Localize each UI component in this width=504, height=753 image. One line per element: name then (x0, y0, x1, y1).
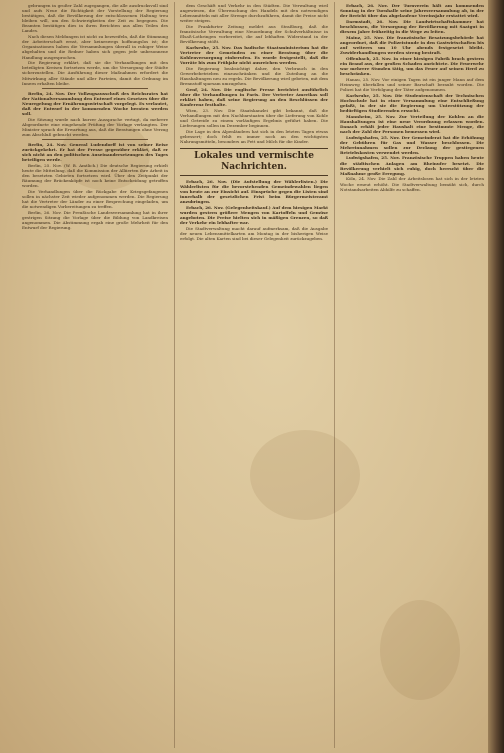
article-paragraph: Ludwigshafen, 25. Nov. Französische Truppen haben heute die städtischen Anlagen am Rheinufer besetzt. Die Bevölkerung verhielt sich ruhig, doch herrscht über die Maßnahme große Erregung. (340, 155, 484, 176)
article-paragraph: Karlsruhe, 25. Nov. Das badische Staatsministerium hat die Vertreter der Gemeinden zu einer Beratung über die Kohlenversorgung einberufen. Es wurde festgestellt, daß die Vorräte bis zum Frühjahr nicht ausreichen werden. (180, 44, 328, 66)
column-1 (22, 3, 168, 747)
divider (42, 139, 148, 140)
section-heading: Lokales und vermischte Nachrichten. (180, 148, 328, 176)
column-rule (174, 2, 175, 748)
column-rule (334, 2, 335, 748)
article-paragraph: Nach diesen Meldungen ist nicht zu bezweifeln, daß die Stimmung der Arbeiterschaft ernst, aber keineswegs hoffnungslos ist; die Organisationen haben die Versammlungen überall in ruhiger Weise abgehalten und die Redner haben sich gegen jede unbesonnene Handlung ausgesprochen. (22, 34, 168, 60)
article-paragraph: Erbach, 26. Nov. (Gelegenheitskauf.) Auf dem hiesigen Markt wurden gestern größere Mengen von Kartoffeln und Gemüse angeboten. Die Preise hielten sich in mäßigen Grenzen, so daß der Verkehr ein lebhafter war. (180, 205, 328, 226)
article-paragraph: gebrungen in großer Zahl zugegangen, die alle ausdrucksvoll sind und aufs Neue die Richtigkeit der Vorstellung der Regierung bestätigen, daß die Bevölkerung der entschlossenen Haltung treu bleiben will, um den Schwierigkeiten der Zeit zu begegnen. Die Beamten bestätigen dies in ihren Berichten aus allen Teilen des Landes. (22, 3, 168, 34)
article-paragraph: Die Verhandlungen über die Rückgabe der Kriegsgefangenen sollen in nächster Zeit wieder aufgenommen werden. Die Regierung hat die Vertreter der Länder zu einer Besprechung eingeladen, um die notwendigen Vorbereitungen zu treffen. (22, 189, 168, 210)
article-paragraph: Offenbach, 25. Nov. In einer hiesigen Fabrik brach gestern ein Brand aus, der großen Schaden anrichtete. Die Feuerwehr war mehrere Stunden tätig, um das Feuer auf seinen Herd zu beschränken. (340, 55, 484, 76)
article-paragraph: Die Sitzung wurde nach kurzer Aussprache vertagt, da mehrere Abgeordnete eine eingehende Prüfung der Vorlage verlangten. Der Minister sprach die Erwartung aus, daß die Beratungen ohne Verzug zum Abschluß gebracht werden. (22, 116, 168, 138)
article-paragraph: Die Frankfurter Zeitung meldet aus Straßburg, daß die französische Verwaltung eine Neuordnung der Schulverhältnisse in Elsaß-Lothringen vorbereitet, die auf lebhaften Widerstand in der Bevölkerung stößt. (180, 23, 328, 45)
article-paragraph: Die Regierung beabsichtigt daher, den Verbrauch in den Gewerbebetrieben einzuschränken und die Zuteilung an die Haushaltungen neu zu regeln. Die Bevölkerung wird gebeten, mit dem Brennstoff sparsam umzugehen. (180, 65, 328, 87)
article-paragraph: Ludwigshafen, 25. Nov. Der Gemeinderat hat die Erhöhung der Gebühren für Gas und Wasser beschlossen. Die Mehreinnahmen sollen zur Deckung der gestiegenen Betriebskosten verwendet werden. (340, 134, 484, 155)
article-paragraph: Hanau, 25. Nov. Vor einigen Tagen ist ein junger Mann auf dem Heimweg überfallen und seiner Barschaft beraubt worden. Die Polizei hat die Verfolgung der Täter aufgenommen. (340, 76, 484, 92)
article-paragraph: dem Geschäft und Verkehr in den Städten. Die Verwaltung wird angewiesen, die Überwachung des Handels mit den notwendigen Lebensmitteln mit aller Strenge durchzuführen, damit die Preise nicht weiter steigen. (180, 3, 328, 24)
article-paragraph: Berlin, 24. Nov. General Ludendorff ist von seiner Reise zurückgekehrt. Er hat der Presse gegenüber erklärt, daß er sich nicht an den politischen Auseinandersetzungen des Tages beteiligen werde. (22, 142, 168, 163)
article-paragraph: Erbach, 26. Nov. Der Turnverein hält am kommenden Sonntag in der Turnhalle seine Jahresversammlung ab, in der der Bericht über das abgelaufene Vereinsjahr erstattet wird. (340, 3, 484, 19)
binding-edge (488, 0, 504, 753)
article-paragraph: Karlsruhe, 25. Nov. Die Studentenschaft der Technischen Hochschule hat in einer Versammlung eine Entschließung gefaßt, in der sie die Regierung um Unterstützung der bedürftigen Studierenden ersucht. (340, 92, 484, 113)
article-paragraph: Wien, 23. Nov. Die Staatskanzlei gibt bekannt, daß die Verhandlungen mit den Nachbarstaaten über die Lieferung von Kohle und Getreide zu einem vorläufigen Ergebnis geführt haben. Die Lieferungen sollen im Dezember beginnen. (180, 107, 328, 129)
article-paragraph: Die Lage in den Alpenländern hat sich in den letzten Tagen etwas gebessert; doch fehlt es immer noch an den wichtigsten Nahrungsmitteln, besonders an Fett und Milch für die Kinder. (180, 128, 328, 144)
article-paragraph: Berlin, 25. Nov. (W. B. Amtlich.) Die deutsche Regierung erhielt heute die Mitteilung, daß die Kommission der Alliierten ihre Arbeit in den besetzten Gebieten fortsetzen wird. Über den Zeitpunkt der Räumung der Brückenköpfe ist noch keine Entscheidung getroffen worden. (22, 163, 168, 189)
article-paragraph: Die Stadtverwaltung macht darauf aufmerksam, daß die Ausgabe der neuen Lebensmittelkarten am Montag in der bisherigen Weise erfolgt. Die alten Karten sind bei dieser Gelegenheit zurückzugeben. (180, 226, 328, 242)
column-2 (180, 3, 328, 747)
article-paragraph: Genf, 24. Nov. Die englische Presse berichtet ausführlich über die Verhandlungen in Paris. Der Vertreter Amerikas soll erklärt haben, daß seine Regierung an den Beschlüssen der Konferenz festhalte. (180, 86, 328, 108)
article-paragraph: Erbach, 26. Nov. (Die Aufstellung der Wählerlisten.) Die Wählerlisten für die bevorstehenden Gemeindewahlen liegen von heute an zur Einsicht auf. Einsprüche gegen die Listen sind innerhalb der gesetzlichen Frist beim Bürgermeisteramt anzubringen. (180, 179, 328, 205)
article-paragraph: Köln, 24. Nov. Die Zahl der Arbeitslosen hat sich in der letzten Woche erneut erhöht. Die Stadtverwaltung bemüht sich, durch Notstandsarbeiten Abhilfe zu schaffen. (340, 176, 484, 192)
column-3 (340, 3, 484, 747)
divider (42, 88, 148, 89)
article-paragraph: Mannheim, 25. Nov. Zur Verteilung der Kohlen an die Haushaltungen ist eine neue Verordnung erlassen worden. Danach erhält jeder Haushalt eine bestimmte Menge, die nach der Zahl der Personen bemessen wird. (340, 113, 484, 134)
article-paragraph: Darmstadt, 26. Nov. Die Landwirtschaftskammer hat beschlossen, die Versorgung der Bevölkerung mit Saatgut in diesem Jahre frühzeitig in die Wege zu leiten. (340, 18, 484, 35)
article-paragraph: Mainz, 25. Nov. Die französische Besatzungsbehörde hat angeordnet, daß die Polizeistunde in den Gastwirtschaften bis auf weiteres um 10 Uhr abends festgesetzt bleibt. Zuwiderhandlungen werden streng bestraft. (340, 34, 484, 56)
article-paragraph: Die Regierung erklärt, daß sie die Verhandlungen mit den beteiligten Kreisen fortsetzen werde, um die Versorgung der Städte sicherzustellen. Die Ausführung dieser Maßnahmen erfordert die Mitwirkung aller Stände und aller Parteien, damit die Ordnung im Innern erhalten bleibe. (22, 60, 168, 86)
article-paragraph: Berlin, 24. Nov. Der Vollzugsausschuß des Reichsrates hat der Nationalversammlung den Entwurf eines Gesetzes über die Neuregelung der Ernährungswirtschaft vorgelegt. Es verlautet, daß der Entwurf in der kommenden Woche beraten werden soll. (22, 90, 168, 117)
article-paragraph: Berlin, 26. Nov. Die Preußische Landesversammlung hat in ihrer gestrigen Sitzung die Vorlage über die Bildung von Landkreisen angenommen. Die Abstimmung ergab eine große Mehrheit für den Entwurf der Regierung. (22, 210, 168, 231)
